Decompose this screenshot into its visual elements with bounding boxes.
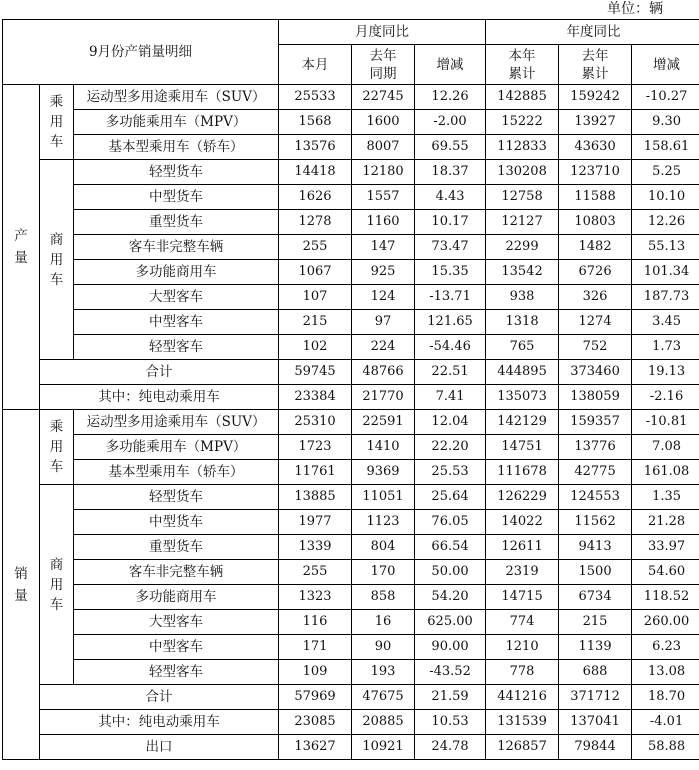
row-label: 其中：纯电动乘用车	[40, 710, 279, 735]
cell-value: 373460	[559, 360, 632, 385]
table-row	[3, 610, 699, 635]
cell-value: 142129	[486, 410, 559, 435]
cell-value: 171	[279, 635, 352, 660]
cell-value: 10921	[352, 735, 415, 760]
row-label: 轻型货车	[74, 485, 279, 510]
cell-value: 55.13	[632, 235, 699, 260]
cell-value: 48766	[352, 360, 415, 385]
cell-value: 54.20	[415, 585, 486, 610]
row-label: 多功能商用车	[74, 585, 279, 610]
cell-value: 1123	[352, 510, 415, 535]
row-label: 轻型客车	[74, 335, 279, 360]
row-label: 客车非完整车辆	[74, 560, 279, 585]
cell-value: 47675	[352, 685, 415, 710]
cell-value: 4.43	[415, 185, 486, 210]
table-row	[3, 585, 699, 610]
table-row	[3, 135, 699, 160]
row-label: 中型客车	[74, 635, 279, 660]
cell-value: 10803	[559, 210, 632, 235]
table-row	[3, 110, 699, 135]
row-label: 中型客车	[74, 310, 279, 335]
row-label: 中型货车	[74, 185, 279, 210]
cell-value: 12.26	[632, 210, 699, 235]
row-label: 大型客车	[74, 610, 279, 635]
column-header: 去年 同期	[352, 45, 415, 85]
cell-value: 111678	[486, 460, 559, 485]
cell-value: 73.47	[415, 235, 486, 260]
cell-value: 14715	[486, 585, 559, 610]
table-row	[3, 685, 699, 710]
cell-value: 18.70	[632, 685, 699, 710]
row-label: 合计	[40, 360, 279, 385]
column-header: 去年 累计	[559, 45, 632, 85]
row-label: 轻型客车	[74, 660, 279, 685]
cell-value: 6726	[559, 260, 632, 285]
cell-value: 11761	[279, 460, 352, 485]
cell-value: 23384	[279, 385, 352, 410]
cell-value: 66.54	[415, 535, 486, 560]
cell-value: 8007	[352, 135, 415, 160]
cell-value: 102	[279, 335, 352, 360]
row-label: 轻型货车	[74, 160, 279, 185]
table-row	[3, 85, 699, 110]
cell-value: 22.20	[415, 435, 486, 460]
column-header: 本年 累计	[486, 45, 559, 85]
cell-value: 170	[352, 560, 415, 585]
cell-value: 14418	[279, 160, 352, 185]
cell-value: 25310	[279, 410, 352, 435]
cell-value: 135073	[486, 385, 559, 410]
table-row	[3, 560, 699, 585]
cell-value: -10.81	[632, 410, 699, 435]
table-row	[3, 285, 699, 310]
cell-value: 255	[279, 235, 352, 260]
row-label: 重型货车	[74, 535, 279, 560]
cell-value: -10.27	[632, 85, 699, 110]
cell-value: 938	[486, 285, 559, 310]
cell-value: 1.73	[632, 335, 699, 360]
cell-value: 10.10	[632, 185, 699, 210]
cell-value: 42775	[559, 460, 632, 485]
cell-value: 116	[279, 610, 352, 635]
cell-value: -2.00	[415, 110, 486, 135]
cell-value: 23085	[279, 710, 352, 735]
cell-value: 260.00	[632, 610, 699, 635]
column-header: 增减	[632, 45, 699, 85]
cell-value: 1067	[279, 260, 352, 285]
cell-value: 13776	[559, 435, 632, 460]
cell-value: 12758	[486, 185, 559, 210]
cell-value: 6.23	[632, 635, 699, 660]
cell-value: 1626	[279, 185, 352, 210]
cell-value: 137041	[559, 710, 632, 735]
cell-value: 1139	[559, 635, 632, 660]
cell-value: -2.16	[632, 385, 699, 410]
cell-value: 54.60	[632, 560, 699, 585]
row-label: 基本型乘用车（轿车）	[74, 460, 279, 485]
cell-value: 13627	[279, 735, 352, 760]
table-title: 9月份产销量明细	[3, 20, 279, 85]
monthly-group-header: 月度同比	[279, 20, 486, 45]
row-label: 多功能商用车	[74, 260, 279, 285]
cell-value: -4.01	[632, 710, 699, 735]
cell-value: 97	[352, 310, 415, 335]
cell-value: 33.97	[632, 535, 699, 560]
cell-value: 69.55	[415, 135, 486, 160]
row-label: 其中：纯电动乘用车	[40, 385, 279, 410]
table-row	[3, 510, 699, 535]
cell-value: 1160	[352, 210, 415, 235]
table-row	[3, 385, 699, 410]
cell-value: 50.00	[415, 560, 486, 585]
cell-value: 1500	[559, 560, 632, 585]
cell-value: 14751	[486, 435, 559, 460]
cell-value: 215	[279, 310, 352, 335]
cell-value: 11588	[559, 185, 632, 210]
cell-value: 109	[279, 660, 352, 685]
cell-value: 1977	[279, 510, 352, 535]
cell-value: 126229	[486, 485, 559, 510]
row-label: 大型客车	[74, 285, 279, 310]
cell-value: -54.46	[415, 335, 486, 360]
cell-value: 159357	[559, 410, 632, 435]
cell-value: 326	[559, 285, 632, 310]
cell-value: 12180	[352, 160, 415, 185]
cell-value: 1.35	[632, 485, 699, 510]
cell-value: 13885	[279, 485, 352, 510]
cell-value: 25533	[279, 85, 352, 110]
cell-value: 858	[352, 585, 415, 610]
cell-value: 6734	[559, 585, 632, 610]
cell-value: 625.00	[415, 610, 486, 635]
table-row	[3, 535, 699, 560]
cell-value: 142885	[486, 85, 559, 110]
cell-value: 76.05	[415, 510, 486, 535]
cell-value: 25.64	[415, 485, 486, 510]
row-label: 多功能乘用车（MPV）	[74, 110, 279, 135]
row-label: 重型货车	[74, 210, 279, 235]
table-row	[3, 735, 699, 760]
cell-value: 22.51	[415, 360, 486, 385]
cell-value: 371712	[559, 685, 632, 710]
cell-value: 123710	[559, 160, 632, 185]
cell-value: 215	[559, 610, 632, 635]
table-row	[3, 235, 699, 260]
row-label: 运动型多用途乘用车（SUV）	[74, 410, 279, 435]
section-label: 产 量	[3, 85, 40, 410]
table-row	[3, 260, 699, 285]
cell-value: -43.52	[415, 660, 486, 685]
cell-value: 161.08	[632, 460, 699, 485]
cell-value: 9369	[352, 460, 415, 485]
cell-value: 138059	[559, 385, 632, 410]
cell-value: 9.30	[632, 110, 699, 135]
table-row	[3, 185, 699, 210]
row-label: 中型货车	[74, 510, 279, 535]
table-row	[3, 360, 699, 385]
cell-value: 43630	[559, 135, 632, 160]
cell-value: 90.00	[415, 635, 486, 660]
group-label: 商 用 车	[40, 485, 74, 685]
cell-value: 9413	[559, 535, 632, 560]
cell-value: 1557	[352, 185, 415, 210]
table-row	[3, 485, 699, 510]
cell-value: 21.59	[415, 685, 486, 710]
cell-value: 11562	[559, 510, 632, 535]
cell-value: 121.65	[415, 310, 486, 335]
cell-value: 12.04	[415, 410, 486, 435]
cell-value: 7.08	[632, 435, 699, 460]
cell-value: 13576	[279, 135, 352, 160]
table-row	[3, 460, 699, 485]
cell-value: 18.37	[415, 160, 486, 185]
unit-label: 单位：辆	[607, 1, 663, 17]
cell-value: 1410	[352, 435, 415, 460]
cell-value: 22591	[352, 410, 415, 435]
cell-value: -13.71	[415, 285, 486, 310]
cell-value: 5.25	[632, 160, 699, 185]
cell-value: 1210	[486, 635, 559, 660]
cell-value: 12127	[486, 210, 559, 235]
cell-value: 1723	[279, 435, 352, 460]
cell-value: 2319	[486, 560, 559, 585]
cell-value: 118.52	[632, 585, 699, 610]
cell-value: 7.41	[415, 385, 486, 410]
cell-value: 765	[486, 335, 559, 360]
cell-value: 21.28	[632, 510, 699, 535]
cell-value: 1278	[279, 210, 352, 235]
table-row	[3, 210, 699, 235]
column-header: 增减	[415, 45, 486, 85]
row-label: 出口	[40, 735, 279, 760]
cell-value: 1318	[486, 310, 559, 335]
cell-value: 804	[352, 535, 415, 560]
cell-value: 752	[559, 335, 632, 360]
cell-value: 15.35	[415, 260, 486, 285]
cell-value: 1323	[279, 585, 352, 610]
cell-value: 107	[279, 285, 352, 310]
cell-value: 20885	[352, 710, 415, 735]
cell-value: 3.45	[632, 310, 699, 335]
cell-value: 14022	[486, 510, 559, 535]
cell-value: 24.78	[415, 735, 486, 760]
cell-value: 16	[352, 610, 415, 635]
cell-value: 11051	[352, 485, 415, 510]
cell-value: 15222	[486, 110, 559, 135]
cell-value: 58.88	[632, 735, 699, 760]
cell-value: 255	[279, 560, 352, 585]
cell-value: 224	[352, 335, 415, 360]
cell-value: 13.08	[632, 660, 699, 685]
cell-value: 130208	[486, 160, 559, 185]
cell-value: 774	[486, 610, 559, 635]
row-label: 基本型乘用车（轿车）	[74, 135, 279, 160]
row-label: 合计	[40, 685, 279, 710]
cell-value: 25.53	[415, 460, 486, 485]
cell-value: 124553	[559, 485, 632, 510]
group-label: 商 用 车	[40, 160, 74, 360]
group-label: 乘 用 车	[40, 85, 74, 160]
table-row	[3, 635, 699, 660]
table-row	[3, 710, 699, 735]
cell-value: 147	[352, 235, 415, 260]
cell-value: 59745	[279, 360, 352, 385]
column-header: 本月	[279, 45, 352, 85]
cell-value: 444895	[486, 360, 559, 385]
table-row	[3, 160, 699, 185]
yearly-group-header: 年度同比	[486, 20, 699, 45]
cell-value: 22745	[352, 85, 415, 110]
row-label: 客车非完整车辆	[74, 235, 279, 260]
cell-value: 13927	[559, 110, 632, 135]
group-label: 乘 用 车	[40, 410, 74, 485]
cell-value: 1600	[352, 110, 415, 135]
cell-value: 2299	[486, 235, 559, 260]
cell-value: 925	[352, 260, 415, 285]
cell-value: 187.73	[632, 285, 699, 310]
cell-value: 19.13	[632, 360, 699, 385]
sales-production-table	[2, 19, 699, 760]
cell-value: 688	[559, 660, 632, 685]
cell-value: 126857	[486, 735, 559, 760]
cell-value: 1339	[279, 535, 352, 560]
cell-value: 124	[352, 285, 415, 310]
cell-value: 158.61	[632, 135, 699, 160]
table-row	[3, 660, 699, 685]
cell-value: 1568	[279, 110, 352, 135]
table-row	[3, 335, 699, 360]
cell-value: 1482	[559, 235, 632, 260]
row-label: 多功能乘用车（MPV）	[74, 435, 279, 460]
cell-value: 90	[352, 635, 415, 660]
cell-value: 57969	[279, 685, 352, 710]
cell-value: 101.34	[632, 260, 699, 285]
cell-value: 778	[486, 660, 559, 685]
cell-value: 12.26	[415, 85, 486, 110]
cell-value: 1274	[559, 310, 632, 335]
section-label: 销 量	[3, 410, 40, 760]
cell-value: 159242	[559, 85, 632, 110]
row-label: 运动型多用途乘用车（SUV）	[74, 85, 279, 110]
cell-value: 193	[352, 660, 415, 685]
cell-value: 112833	[486, 135, 559, 160]
cell-value: 441216	[486, 685, 559, 710]
cell-value: 12611	[486, 535, 559, 560]
cell-value: 79844	[559, 735, 632, 760]
cell-value: 21770	[352, 385, 415, 410]
cell-value: 131539	[486, 710, 559, 735]
table-row	[3, 310, 699, 335]
cell-value: 10.53	[415, 710, 486, 735]
table-row	[3, 410, 699, 435]
table-row	[3, 435, 699, 460]
cell-value: 10.17	[415, 210, 486, 235]
cell-value: 13542	[486, 260, 559, 285]
